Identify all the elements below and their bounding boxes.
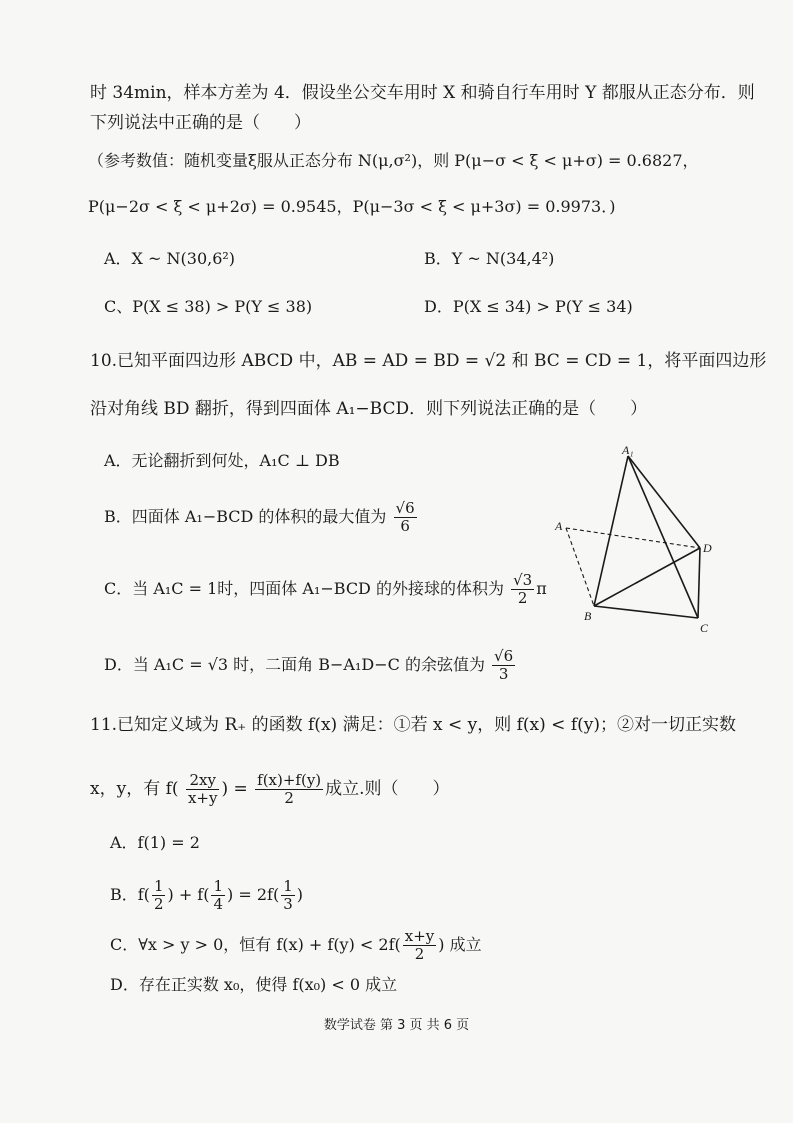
q11-option-b-frac2-num: 1	[213, 877, 224, 895]
q10-option-b-denominator: 6	[400, 517, 410, 535]
edge-b-d	[594, 548, 700, 606]
edge-a1-b	[594, 456, 628, 606]
q11-option-c-frac-den: 2	[414, 945, 425, 963]
q10-stem-line2: 沿对角线 BD 翻折，得到四面体 A₁−BCD．则下列说法正确的是（ ）	[90, 399, 648, 419]
label-b: B	[584, 609, 592, 623]
q11-stem2-fraction2	[255, 772, 323, 807]
q10-option-c-numerator: √3	[513, 571, 533, 589]
q11-stem-line2	[90, 772, 450, 807]
q11-option-b-frac3	[281, 878, 295, 913]
q11-stem2-fraction2-num: f(x)+f(y)	[257, 771, 322, 789]
q11-option-c-frac	[403, 928, 437, 963]
label-a1: A₁	[622, 443, 634, 457]
q11-option-c-frac-num: x+y	[404, 927, 435, 945]
edge-d-c	[698, 548, 700, 618]
q11-stem-line1: 11.已知定义域为 R₊ 的函数 f(x) 满足：①若 x < y，则 f(x) < f(y)；②对一切正实数	[90, 715, 736, 735]
q10-option-c-fraction	[511, 572, 534, 607]
q11-stem2-prefix: x，y，有 f(	[90, 779, 179, 799]
q10-option-c-text: C．当 A₁C = 1时，四面体 A₁−BCD 的外接球的体积为	[104, 579, 504, 598]
q10-option-c-denominator: 2	[517, 589, 528, 607]
q10-option-b-numerator: √6	[395, 499, 415, 517]
edge-a1-d	[628, 456, 700, 548]
q11-option-b	[110, 878, 303, 913]
q9-reference-line1: （参考数值：随机变量ξ服从正态分布 N(μ,σ²)，则 P(μ−σ < ξ < μ+σ) = 0.6827，	[88, 151, 699, 170]
q11-option-b-pre: B．f(	[110, 885, 150, 904]
edge-a1-c	[628, 456, 698, 618]
q9-option-b: B．Y ~ N(34,4²)	[424, 249, 555, 268]
q9-stem-line1: 时 34min，样本方差为 4．假设坐公交车用时 X 和骑自行车用时 Y 都服从正态分布．则	[90, 83, 755, 103]
q11-option-a: A．f(1) = 2	[110, 833, 200, 852]
q11-option-b-frac3-den: 3	[283, 895, 293, 913]
tetrahedron-figure	[548, 436, 718, 636]
label-d: D	[703, 541, 712, 555]
q11-stem2-fraction1-den: x+y	[187, 789, 218, 807]
q11-stem2-equals: ) =	[221, 779, 248, 799]
q11-option-b-frac1-den: 2	[153, 895, 164, 913]
q11-option-c-pre: C．∀x > y > 0，恒有 f(x) + f(y) < 2f(	[110, 935, 401, 954]
label-a: A	[555, 519, 563, 533]
edge-a-b-dashed	[566, 528, 594, 606]
q11-stem2-fraction1	[186, 772, 220, 807]
q11-option-b-frac1	[152, 878, 166, 913]
q10-option-d-fraction	[492, 648, 515, 683]
q10-option-b-fraction	[394, 500, 417, 535]
q11-stem2-fraction2-den: 2	[284, 789, 294, 807]
q10-option-d	[104, 648, 517, 683]
q11-option-d: D．存在正实数 x₀，使得 f(x₀) < 0 成立	[110, 975, 398, 994]
q9-reference-line2: P(μ−2σ < ξ < μ+2σ) = 0.9545，P(μ−3σ < ξ < μ+3σ) = 0.9973．)	[88, 197, 616, 216]
q10-option-b-text: B．四面体 A₁−BCD 的体积的最大值为	[104, 507, 387, 526]
q10-option-d-text: D．当 A₁C = √3 时，二面角 B−A₁D−C 的余弦值为	[104, 655, 485, 674]
q11-option-b-mid2: ) = 2f(	[227, 885, 280, 904]
q11-option-c	[110, 928, 482, 963]
q11-stem2-suffix: 成立.则（ ）	[325, 779, 450, 799]
q10-option-d-numerator: √6	[494, 647, 514, 665]
q11-option-c-post: ) 成立	[438, 935, 482, 954]
q9-option-c: C、P(X ≤ 38) > P(Y ≤ 38)	[104, 297, 313, 316]
q9-option-a: A．X ~ N(30,6²)	[104, 249, 236, 268]
q10-stem-line1: 10.已知平面四边形 ABCD 中，AB = AD = BD = √2 和 BC = CD = 1，将平面四边形	[90, 351, 767, 371]
q11-option-b-frac2-den: 4	[213, 895, 224, 913]
q11-option-b-mid1: ) + f(	[167, 885, 210, 904]
page-footer: 数学试卷 第 3 页 共 6 页	[323, 1018, 470, 1033]
edge-b-c	[594, 606, 698, 618]
q10-option-d-denominator: 3	[498, 665, 509, 683]
q11-option-b-frac3-num: 1	[283, 877, 293, 895]
q11-option-b-frac2	[211, 878, 225, 913]
q10-option-c-pi: π	[536, 579, 547, 598]
label-c: C	[700, 621, 709, 635]
q9-option-d: D．P(X ≤ 34) > P(Y ≤ 34)	[424, 297, 633, 316]
q11-stem2-fraction1-num: 2xy	[186, 772, 220, 790]
q10-option-b	[104, 500, 419, 535]
q10-option-a: A．无论翻折到何处，A₁C ⊥ DB	[104, 451, 340, 470]
q9-stem-line2: 下列说法中正确的是（ ）	[90, 113, 311, 133]
q11-option-b-frac1-num: 1	[153, 877, 164, 895]
edge-a-d-dashed	[566, 528, 700, 548]
q10-option-c	[104, 572, 547, 607]
q11-option-b-end: )	[296, 885, 303, 904]
